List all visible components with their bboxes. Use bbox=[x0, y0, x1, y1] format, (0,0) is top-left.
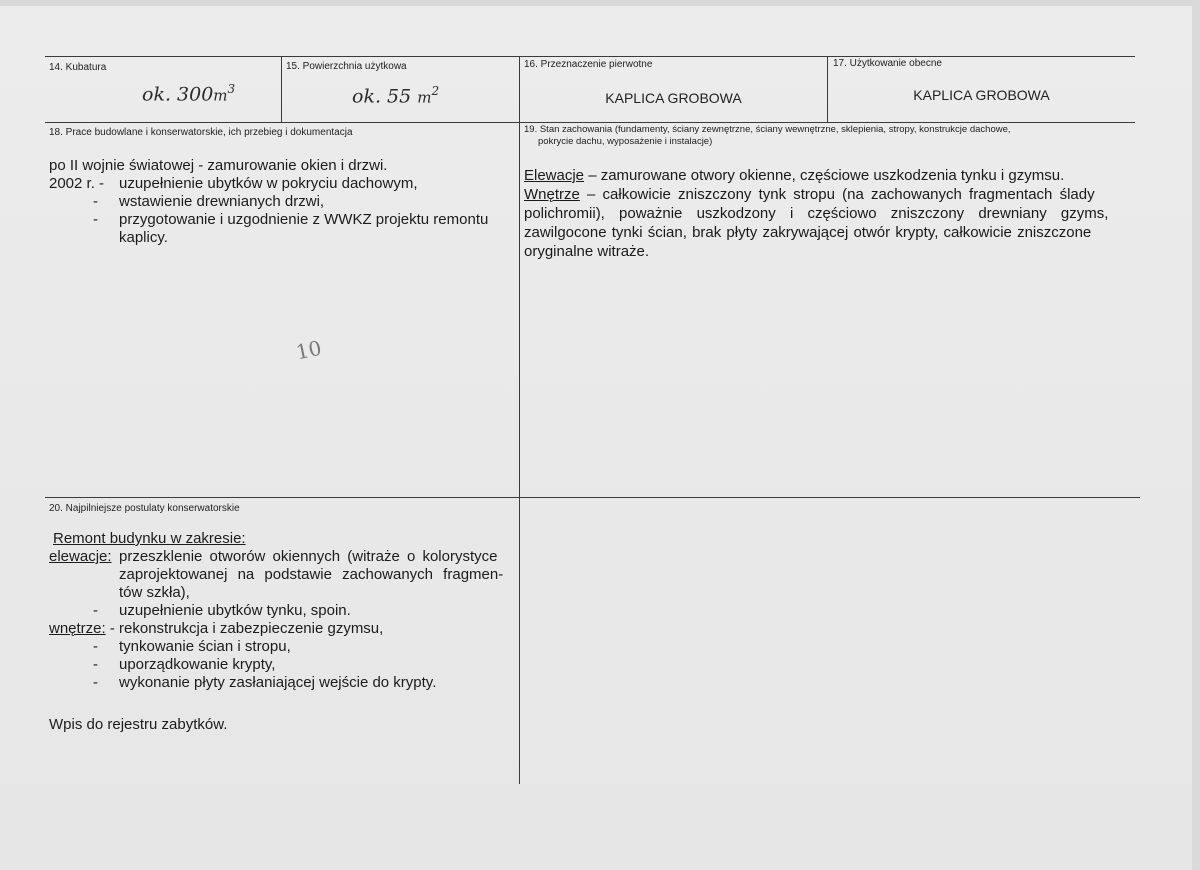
text-line: kaplicy. bbox=[119, 229, 168, 246]
text-line: 2002 r. - uzupełnienie ubytków w pokryciu dachowym, bbox=[49, 175, 418, 192]
field-19-content bbox=[524, 166, 1135, 261]
text-line: zaprojektowanej na podstawie zachowanych fragmen- bbox=[119, 566, 504, 583]
register-note: Wpis do rejestru zabytków. bbox=[49, 716, 228, 733]
text-line: oryginalne witraże. bbox=[524, 243, 650, 260]
text-line: Wnętrze – całkowicie zniszczony tynk stropu (na zachowanych fragmentach ślady bbox=[524, 186, 1095, 203]
text-line: Remont budynku w zakresie: bbox=[53, 530, 246, 547]
text-line: elewacje: przeszklenie otworów okiennych (witraże o kolorystyce bbox=[49, 548, 498, 565]
field-19-label-line2: pokrycie dachu, wyposażenie i instalacje) bbox=[538, 136, 713, 147]
text-line: zawilgocone tynki ścian, brak płyty zakrywającej otwór krypty, całkowicie zniszczone bbox=[524, 224, 1092, 241]
field-14-label: 14. Kubatura bbox=[49, 62, 107, 73]
text-line: polichromii), poważnie uszkodzony i częściowo zniszczony drewniany gzyms, bbox=[524, 205, 1109, 222]
field-16-value: KAPLICA GROBOWA bbox=[605, 90, 742, 106]
field-20-label: 20. Najpilniejsze postulaty konserwatorskie bbox=[49, 503, 240, 514]
text-line: po II wojnie światowej - zamurowanie okien i drzwi. bbox=[49, 157, 388, 174]
text-line: - tynkowanie ścian i stropu, bbox=[93, 638, 291, 655]
text-line: - przygotowanie i uzgodnienie z WWKZ projektu remontu bbox=[93, 211, 489, 228]
rule-middle bbox=[45, 497, 1140, 498]
text-line: Elewacje – zamurowane otwory okienne, częściowe uszkodzenia tynku i gzymsu. bbox=[524, 167, 1065, 184]
rule-row1-bottom bbox=[45, 122, 1135, 123]
field-14-value: ok. $300m^3$ bbox=[142, 82, 236, 106]
text-line: - wykonanie płyty zasłaniającej wejście do krypty. bbox=[93, 674, 437, 691]
field-17-label: 17. Użytkowanie obecne bbox=[833, 58, 942, 69]
field-19-label-line1: 19. Stan zachowania (fundamenty, ściany zewnętrzne, ściany wewnętrzne, sklepienia, stropy, konstrukcje dachowe, bbox=[524, 124, 1011, 135]
field-16-label: 16. Przeznaczenie pierwotne bbox=[524, 59, 653, 70]
field-20-content bbox=[49, 530, 517, 692]
text-line: wnętrze: - rekonstrukcja i zabezpieczenie gzymsu, bbox=[49, 620, 384, 637]
rule-v-14-15 bbox=[281, 56, 282, 122]
text-line: - uzupełnienie ubytków tynku, spoin. bbox=[93, 602, 351, 619]
handwritten-note: 10 bbox=[293, 335, 324, 365]
text-line: - uporządkowanie krypty, bbox=[93, 656, 276, 673]
field-15-value: ok. 55 $m^2$ bbox=[352, 84, 440, 108]
text-line: - wstawienie drewnianych drzwi, bbox=[93, 193, 325, 210]
scan-edge-right bbox=[1192, 0, 1200, 870]
field-18-label: 18. Prace budowlane i konserwatorskie, ich przebieg i dokumentacja bbox=[49, 127, 353, 138]
field-15-label: 15. Powierzchnia użytkowa bbox=[286, 61, 407, 72]
field-18-content bbox=[49, 157, 519, 247]
rule-v-center bbox=[519, 56, 520, 784]
scan-edge-top bbox=[0, 0, 1200, 6]
rule-top bbox=[45, 56, 1135, 57]
text-line: tów szkła), bbox=[119, 584, 190, 601]
field-17-value: KAPLICA GROBOWA bbox=[913, 87, 1050, 103]
